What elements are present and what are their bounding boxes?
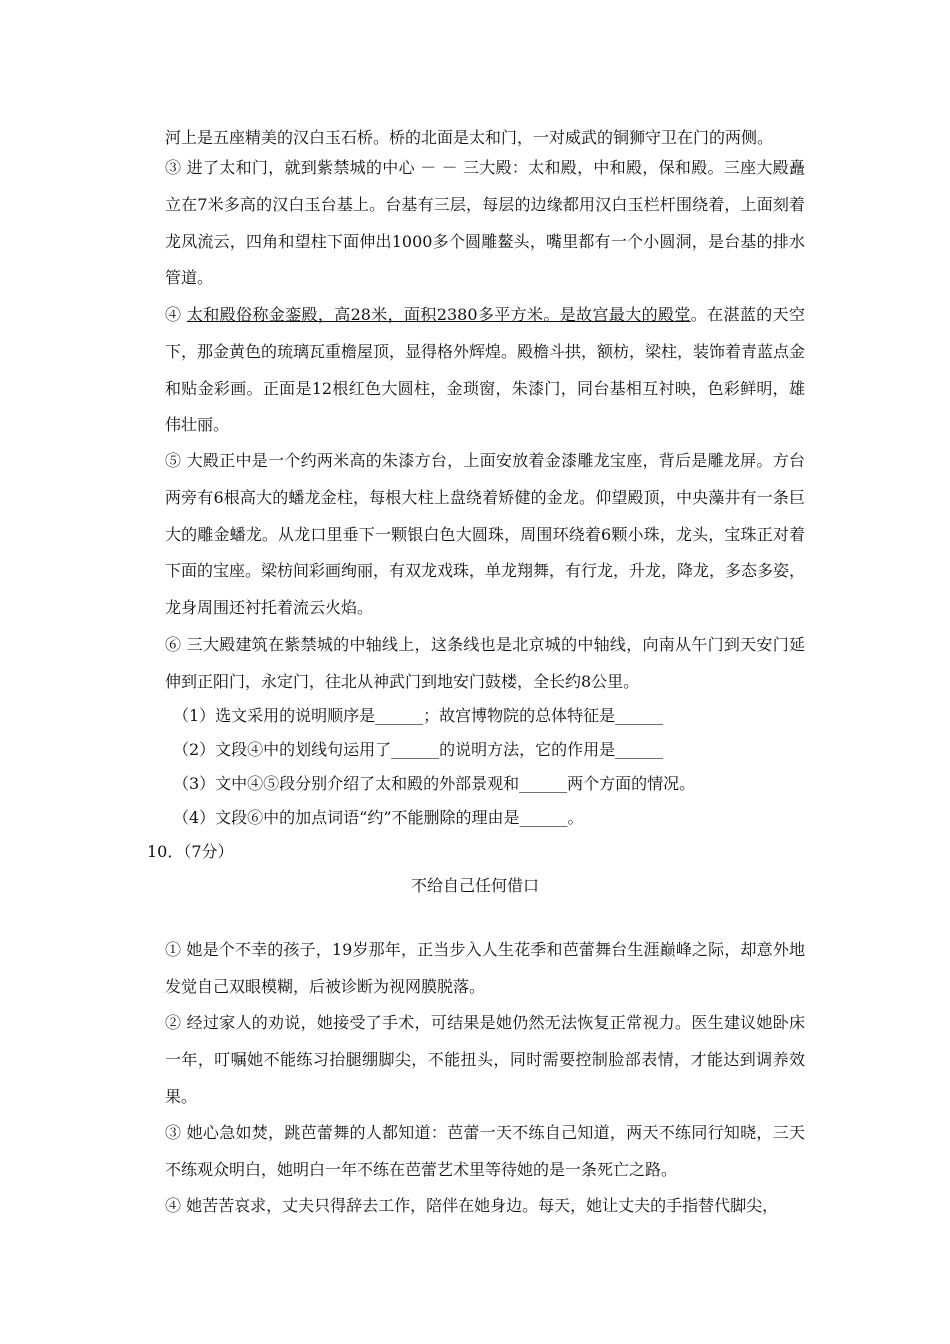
question-2: （2）文段④中的划线句运用了______的说明方法，它的作用是______ xyxy=(173,740,664,759)
passage2-title: 不给自己任何借口 xyxy=(410,876,539,895)
paragraph-4-text: 。在湛蓝的天空下，那金黄色的琉璃瓦重檐屋顶，显得格外辉煌。殿檐斗拱，额枋，梁柱，装饰着青蓝点金和贴金彩画。正面是12根红色大圆柱，金琐窗，朱漆门，同台基相互衬映，色彩鲜明，雄伟壮丽。 xyxy=(165,305,806,435)
passage1-line-top: 河上是五座精美的汉白玉石桥。桥的北面是太和门，一对威武的铜狮守卫在门的两侧。 xyxy=(165,128,774,147)
question-10-number: 10．（7分） xyxy=(147,842,234,861)
passage2-paragraph-1: ① 她是个不幸的孩子，19岁那年，正当步入人生花季和芭蕾舞台生涯巅峰之际，却意外地发觉自己双眼模糊，后被诊断为视网膜脱落。 xyxy=(165,940,805,996)
paragraph-4-marker: ④ xyxy=(165,305,187,324)
passage1-paragraph-3: ③ 进了太和门，就到紫禁城的中心 － － 三大殿：太和殿，中和殿，保和殿。三座大殿矗立在7米多高的汉白玉台基上。台基有三层，每层的边缘都用汉白玉栏杆围绕着，上面刻着龙凤流云，四角和望柱下面伸出1000多个圆雕鳌头，嘴里都有一个小圆洞，是台基的排水管道。 xyxy=(165,158,805,288)
passage1-paragraph-5: ⑤ 大殿正中是一个约两米高的朱漆方台，上面安放着金漆雕龙宝座，背后是雕龙屏。方台两旁有6根高大的蟠龙金柱，每根大柱上盘绕着矫健的金龙。仰望殿顶，中央藻井有一条巨大的雕金蟠龙。从龙口里垂下一颗银白色大圆珠，周围环绕着6颗小珠，龙头，宝珠正对着下面的宝座。梁枋间彩画绚丽，有双龙戏珠，单龙翔舞，有行龙，升龙，降龙，多态多姿，龙身周围还衬托着流云火焰。 xyxy=(165,451,806,618)
underlined-sentence: 太和殿俗称金銮殿，高28米，面积2380多平方米。是故宫最大的殿堂 xyxy=(186,305,691,324)
passage2-paragraph-2: ② 经过家人的劝说，她接受了手术，可结果是她仍然无法恢复正常视力。医生建议她卧床一年，叮嘱她不能练习抬腿绷脚尖，不能扭头，同时需要控制脸部表情，才能达到调养效果。 xyxy=(165,1013,805,1106)
passage1-paragraph-6: ⑥ 三大殿建筑在紫禁城的中轴线上，这条线也是北京城的中轴线，向南从午门到天安门延伸到正阳门，永定门，往北从神武门到地安门鼓楼，全长约8公里。 xyxy=(165,635,805,691)
passage1-paragraph-4 xyxy=(165,297,805,444)
question-1: （1）选文采用的说明顺序是______；故宫博物院的总体特征是______ xyxy=(173,706,664,725)
question-3: （3）文中④⑤段分别介绍了太和殿的外部景观和______两个方面的情况。 xyxy=(173,774,696,793)
question-4: （4）文段⑥中的加点词语“约”不能删除的理由是______。 xyxy=(173,808,584,827)
passage2-paragraph-3: ③ 她心急如焚，跳芭蕾舞的人都知道：芭蕾一天不练自己知道，两天不练同行知晓，三天不练观众明白，她明白一年不练在芭蕾艺术里等待她的是一条死亡之路。 xyxy=(165,1123,805,1179)
passage2-paragraph-4: ④ 她苦苦哀求，丈夫只得辞去工作，陪伴在她身边。每天，她让丈夫的手指替代脚尖， xyxy=(165,1196,779,1215)
